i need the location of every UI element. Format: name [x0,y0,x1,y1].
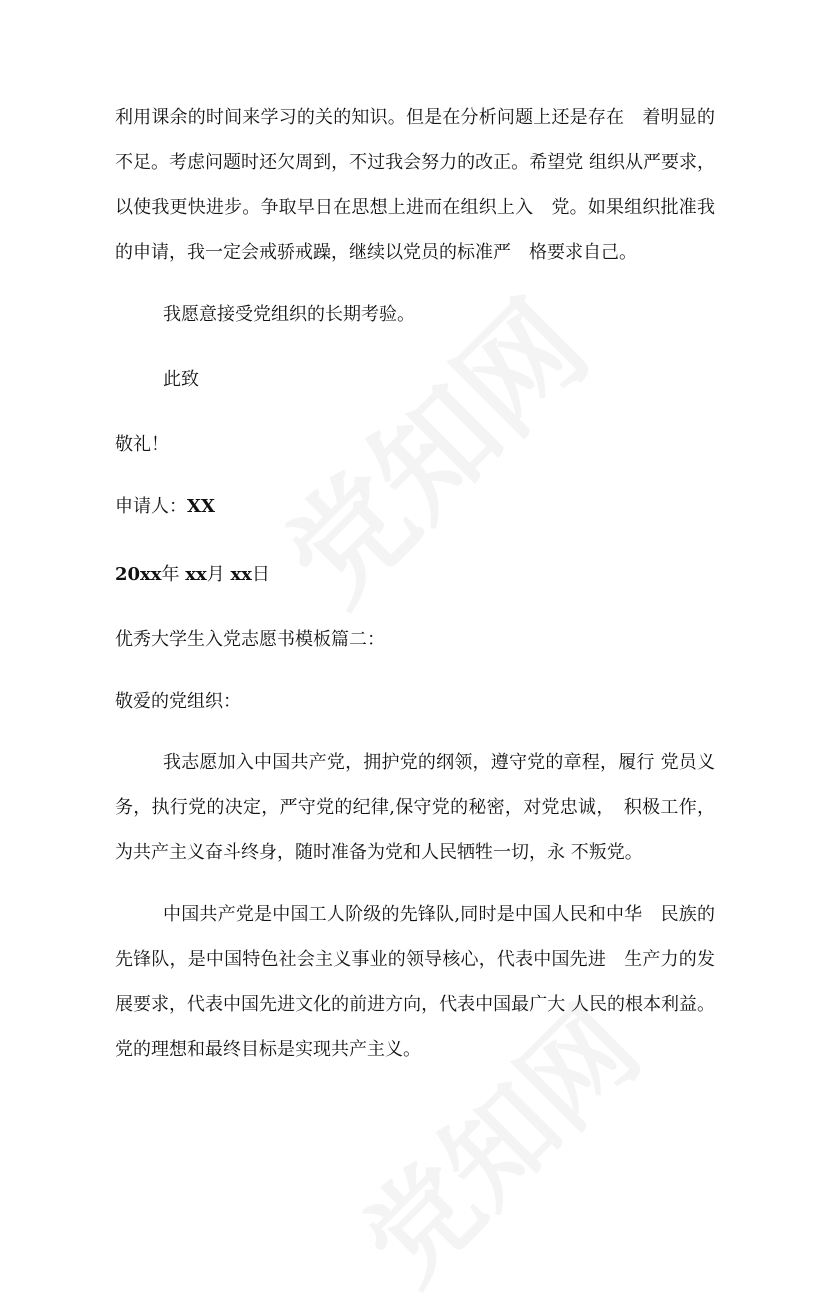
letter-date [115,565,270,585]
paragraph-line: 中国共产党是中国工人阶级的先锋队,同时是中国人民和中华 民族的 [163,904,715,925]
salutation: 敬礼！ [115,434,169,455]
watermark [322,966,667,1311]
date-month: xx [185,564,207,585]
section-heading: 优秀大学生入党志愿书模板篇二： [115,629,385,650]
applicant-signature [115,497,215,517]
date-year-unit: 年 [161,564,180,585]
date-day: xx [230,564,252,585]
paragraph-line: 先锋队，是中国特色社会主义事业的领导核心，代表中国先进 生产力的发 [115,949,715,970]
paragraph-line: 为共产主义奋斗终身，随时准备为党和人民牺牲一切，永 不叛党。 [115,842,643,863]
acceptance-statement: 我愿意接受党组织的长期考验。 [163,304,415,325]
date-month-unit: 月 [206,564,225,585]
paragraph-line: 利用课余的时间来学习的关的知识。但是在分析问题上还是存在 着明显的 [115,107,715,128]
date-day-unit: 日 [251,564,270,585]
paragraph-line: 务，执行党的决定，严守党的纪律,保守党的秘密，对党忠诚， 积极工作， [115,797,715,818]
paragraph-line: 党的理想和最终目标是实现共产主义。 [115,1039,421,1060]
applicant-name: XX [187,496,215,517]
paragraph-line: 以使我更快进步。争取早日在思想上进而在组织上入 党。如果组织批准我 [115,197,715,218]
paragraph-line: 展要求，代表中国先进文化的前进方向，代表中国最广大 人民的根本利益。 [115,994,715,1015]
paragraph-line: 我志愿加入中国共产党，拥护党的纲领，遵守党的章程，履行 党员义 [163,752,715,773]
greeting: 敬爱的党组织： [115,691,241,712]
closing-phrase: 此致 [163,369,199,390]
paragraph-line: 不足。考虑问题时还欠周到，不过我会努力的改正。希望党 组织从严要求， [115,152,715,173]
applicant-label: 申请人： [115,496,187,517]
date-year: 20xx [115,564,162,585]
paragraph-line: 的申请，我一定会戒骄戒躁，继续以党员的标准严 格要求自己。 [115,242,637,263]
